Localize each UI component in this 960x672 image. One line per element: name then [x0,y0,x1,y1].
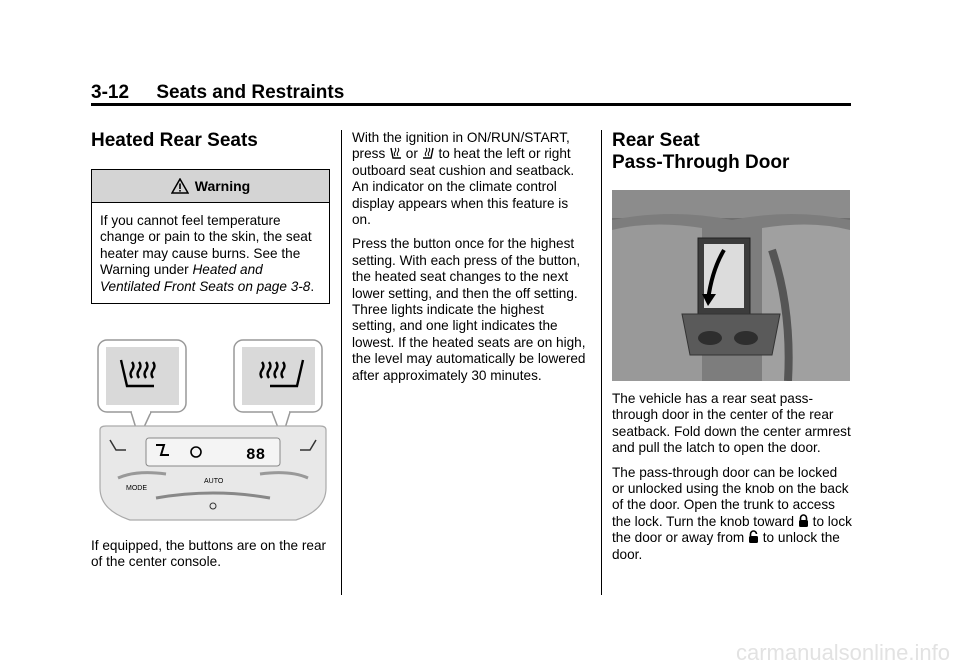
text: to unlock the door. [612,530,840,562]
column-divider [601,130,602,595]
section-heading: Heated Rear Seats [91,130,258,151]
page-header [91,82,344,104]
header-rule [91,103,851,106]
lock-icon [798,514,809,528]
warning-label: Warning [194,177,251,194]
text: With the ignition in ON/RUN/START, press [352,130,570,162]
section-heading-line2: Pass-Through Door [612,152,790,173]
paragraph-settings: Press the button once for the highest setting. With each press of the button, the heated seat changes to the next lower setting, and then the off setting. Three lights indicate the highest setting, and one light indicates the lowest. If the heated seats are on high, the level may automatically be lowered after approximately 30 minutes. [352,236,586,383]
pass-through-text [612,391,852,571]
figure-caption: If equipped, the buttons are on the rear of the center console. [91,538,327,570]
column-pass-through-door [612,130,852,174]
text: to heat the left or right outboard seat cushion and seatback. An indicator on the climate control display appears when this feature is on. [352,146,575,228]
column-divider [341,130,342,595]
paragraph-lock [612,465,852,563]
heated-seat-right-icon [422,147,435,160]
warning-tail: . [310,278,315,294]
paragraph-operation [352,130,588,228]
text: The pass-through door can be locked or unlocked using the knob on the back of the door. Open the trunk to access the lock. Turn the knob toward [612,464,849,529]
warning-reference-link[interactable]: Heated and Ventilated Front Seats on page 3-8 [100,262,311,294]
console-mode-label: MODE [126,485,147,492]
page-number: 3-12 [91,82,130,103]
text: or [402,146,422,162]
column-heated-rear-seats [91,130,331,304]
rear-console-illustration [96,338,330,528]
warning-box [91,169,330,304]
console-display-digits: 88 [246,446,266,464]
warning-triangle-icon [171,178,189,194]
pass-through-door-illustration [612,190,850,381]
console-auto-label: AUTO [204,478,224,485]
warning-header [92,170,329,203]
warning-text [92,203,329,303]
text: to lock the door or away from [612,513,852,546]
warning-body-text: If you cannot feel temperature change or pain to the skin, the seat heater may cause burns. See the Warning under [100,213,312,278]
unlock-icon [748,530,759,544]
watermark: carmanualsonline.info [735,640,950,665]
heated-seat-left-icon [389,147,402,160]
paragraph-pass-through: The vehicle has a rear seat pass-through door in the center of the rear seatback. Fold down the center armrest and pull the latch to open the door. [612,391,851,456]
section-title: Seats and Restraints [156,82,345,103]
section-heading-line1: Rear Seat [612,130,700,151]
column-heated-seat-operation [352,130,588,392]
